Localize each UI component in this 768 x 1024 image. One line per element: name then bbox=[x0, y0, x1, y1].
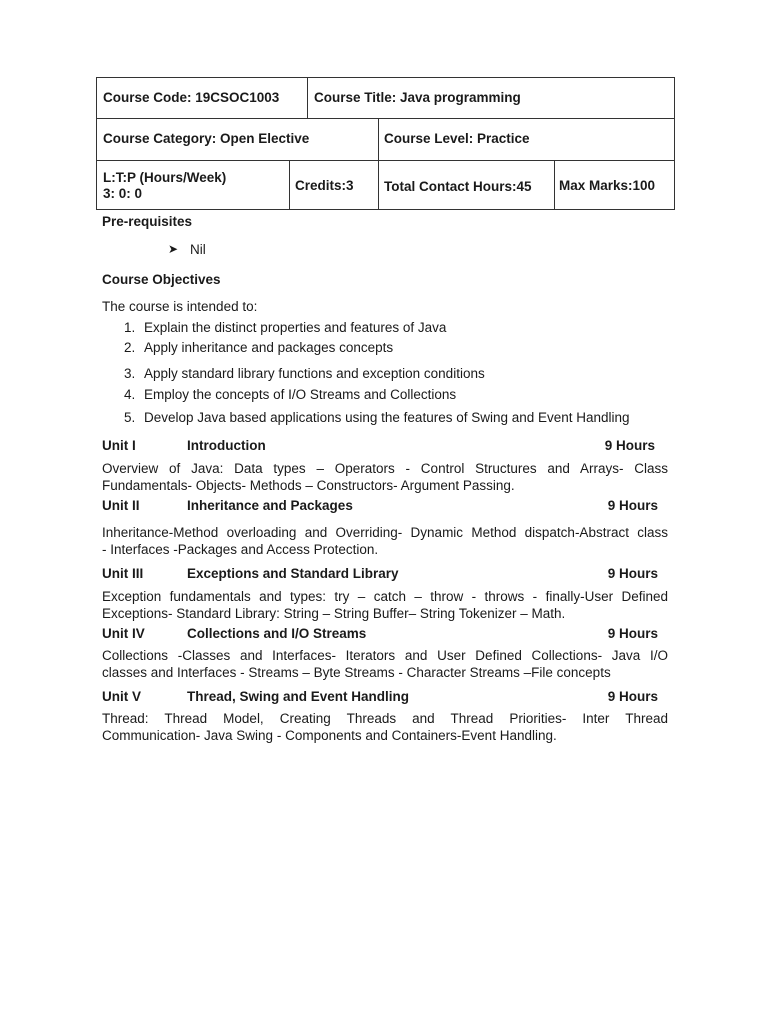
description-line: classes and Interfaces - Streams – Byte Streams - Character Streams –File concepts bbox=[102, 665, 611, 680]
objective-number: 1. bbox=[124, 320, 136, 335]
objectives-heading: Course Objectives bbox=[102, 272, 221, 287]
unit-label: Unit I bbox=[102, 438, 136, 453]
unit-title: Inheritance and Packages bbox=[187, 498, 353, 513]
unit-hours: 9 Hours bbox=[604, 438, 655, 453]
description-line: Overview of Java: Data types – Operators - Control Structures and Arrays- Class bbox=[102, 461, 668, 476]
total-contact-hours: Total Contact Hours:45 bbox=[384, 179, 532, 194]
credits: Credits:3 bbox=[295, 178, 354, 193]
unit-description bbox=[102, 710, 668, 744]
prerequisite-item: Nil bbox=[190, 242, 206, 257]
objective-item bbox=[124, 340, 393, 355]
unit-label: Unit III bbox=[102, 566, 144, 581]
unit-title: Collections and I/O Streams bbox=[187, 626, 367, 641]
objective-text: Apply inheritance and packages concepts bbox=[144, 340, 394, 355]
arrow-bullet-icon: ➤ bbox=[168, 242, 179, 256]
objective-item bbox=[124, 366, 485, 381]
unit-description bbox=[102, 524, 668, 558]
ltp-label: L:T:P (Hours/Week) bbox=[103, 170, 227, 185]
unit-title: Introduction bbox=[187, 438, 266, 453]
table-divider bbox=[97, 160, 674, 161]
ltp-value: 3: 0: 0 bbox=[103, 186, 143, 201]
description-line: Collections -Classes and Interfaces- Iterators and User Defined Collections- Java I/O bbox=[102, 648, 668, 663]
objective-text: Employ the concepts of I/O Streams and Collections bbox=[144, 387, 457, 402]
course-code: Course Code: 19CSOC1003 bbox=[103, 90, 280, 105]
objective-item bbox=[124, 320, 446, 335]
description-line: Thread: Thread Model, Creating Threads and Thread Priorities- Inter Thread bbox=[102, 711, 668, 726]
description-line: Inheritance-Method overloading and Overriding- Dynamic Method dispatch-Abstract class bbox=[102, 525, 668, 540]
description-line: Fundamentals- Objects- Methods – Constructors- Argument Passing. bbox=[102, 478, 515, 493]
course-title: Course Title: Java programming bbox=[314, 90, 521, 105]
table-divider bbox=[307, 78, 308, 118]
objective-text: Apply standard library functions and exception conditions bbox=[144, 366, 485, 381]
objective-number: 2. bbox=[124, 340, 136, 355]
description-line: Exception fundamentals and types: try – catch – throw - throws - finally-User Defined bbox=[102, 589, 668, 604]
course-info-table bbox=[96, 77, 675, 210]
objective-number: 3. bbox=[124, 366, 136, 381]
unit-description bbox=[102, 588, 668, 622]
table-divider bbox=[289, 160, 290, 210]
objectives-intro: The course is intended to: bbox=[102, 299, 258, 314]
unit-title: Exceptions and Standard Library bbox=[187, 566, 399, 581]
objective-text: Develop Java based applications using the features of Swing and Event Handling bbox=[144, 410, 630, 425]
objective-number: 5. bbox=[124, 410, 136, 425]
unit-description bbox=[102, 460, 668, 494]
unit-description bbox=[102, 647, 668, 681]
description-line: Exceptions- Standard Library: String – String Buffer– String Tokenizer – Math. bbox=[102, 606, 566, 621]
unit-hours: 9 Hours bbox=[607, 498, 658, 513]
prerequisites-heading: Pre-requisites bbox=[102, 214, 193, 229]
table-divider bbox=[378, 118, 379, 160]
description-line: - Interfaces -Packages and Access Protection. bbox=[102, 542, 379, 557]
unit-hours: 9 Hours bbox=[607, 626, 658, 641]
unit-title: Thread, Swing and Event Handling bbox=[187, 689, 410, 704]
unit-label: Unit IV bbox=[102, 626, 145, 641]
unit-label: Unit V bbox=[102, 689, 141, 704]
objective-item bbox=[124, 410, 630, 425]
objective-number: 4. bbox=[124, 387, 136, 402]
objective-item bbox=[124, 387, 456, 402]
table-divider bbox=[97, 118, 674, 119]
unit-hours: 9 Hours bbox=[607, 689, 658, 704]
objective-text: Explain the distinct properties and features of Java bbox=[144, 320, 447, 335]
table-divider bbox=[378, 160, 379, 210]
unit-label: Unit II bbox=[102, 498, 140, 513]
description-line: Communication- Java Swing - Components and Containers-Event Handling. bbox=[102, 728, 557, 743]
unit-hours: 9 Hours bbox=[607, 566, 658, 581]
table-divider bbox=[554, 160, 555, 210]
max-marks: Max Marks:100 bbox=[559, 178, 656, 193]
course-level: Course Level: Practice bbox=[384, 131, 530, 146]
course-category: Course Category: Open Elective bbox=[103, 131, 310, 146]
